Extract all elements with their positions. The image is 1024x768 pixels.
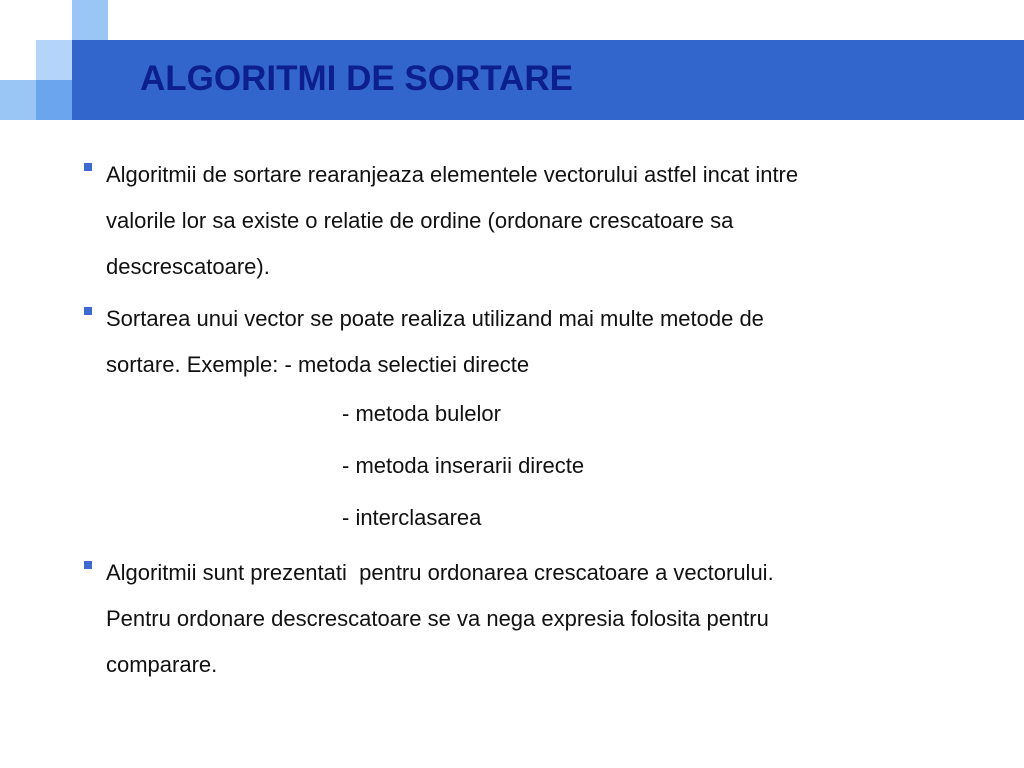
bullet-text-line: Algoritmii de sortare rearanjeaza elementele vectorului astfel incat intre — [106, 162, 799, 187]
bullet-text-line: valorile lor sa existe o relatie de ordine (ordonare crescatoare sa — [106, 208, 734, 233]
bullet-text-line: descrescatoare). — [106, 254, 270, 279]
bullet-item — [78, 296, 928, 544]
slide-content — [78, 152, 928, 688]
decorative-square — [36, 80, 72, 120]
bullet-item — [78, 550, 928, 688]
bullet-text-line: sortare. Exemple: - metoda selectiei directe — [106, 352, 530, 377]
bullet-item — [78, 152, 928, 290]
square-bullet-icon — [84, 163, 92, 171]
bullet-text-line: comparare. — [106, 652, 218, 677]
square-bullet-icon — [84, 307, 92, 315]
sub-item-line: - metoda inserarii directe — [342, 453, 585, 478]
decorative-square — [36, 40, 72, 80]
bullet-text-line: Sortarea unui vector se poate realiza utilizand mai multe metode de — [106, 306, 764, 331]
sub-item-line: - metoda bulelor — [342, 401, 501, 426]
bullet-text-line: Pentru ordonare descrescatoare se va nega expresia folosita pentru — [106, 606, 769, 631]
decorative-square — [0, 80, 36, 120]
sub-item-line: - interclasarea — [342, 505, 482, 530]
slide-title: ALGORITMI DE SORTARE — [140, 59, 573, 98]
square-bullet-icon — [84, 561, 92, 569]
bullet-text-line: Algoritmii sunt prezentati pentru ordonarea crescatoare a vectorului. — [106, 560, 774, 585]
decorative-square — [72, 0, 108, 40]
